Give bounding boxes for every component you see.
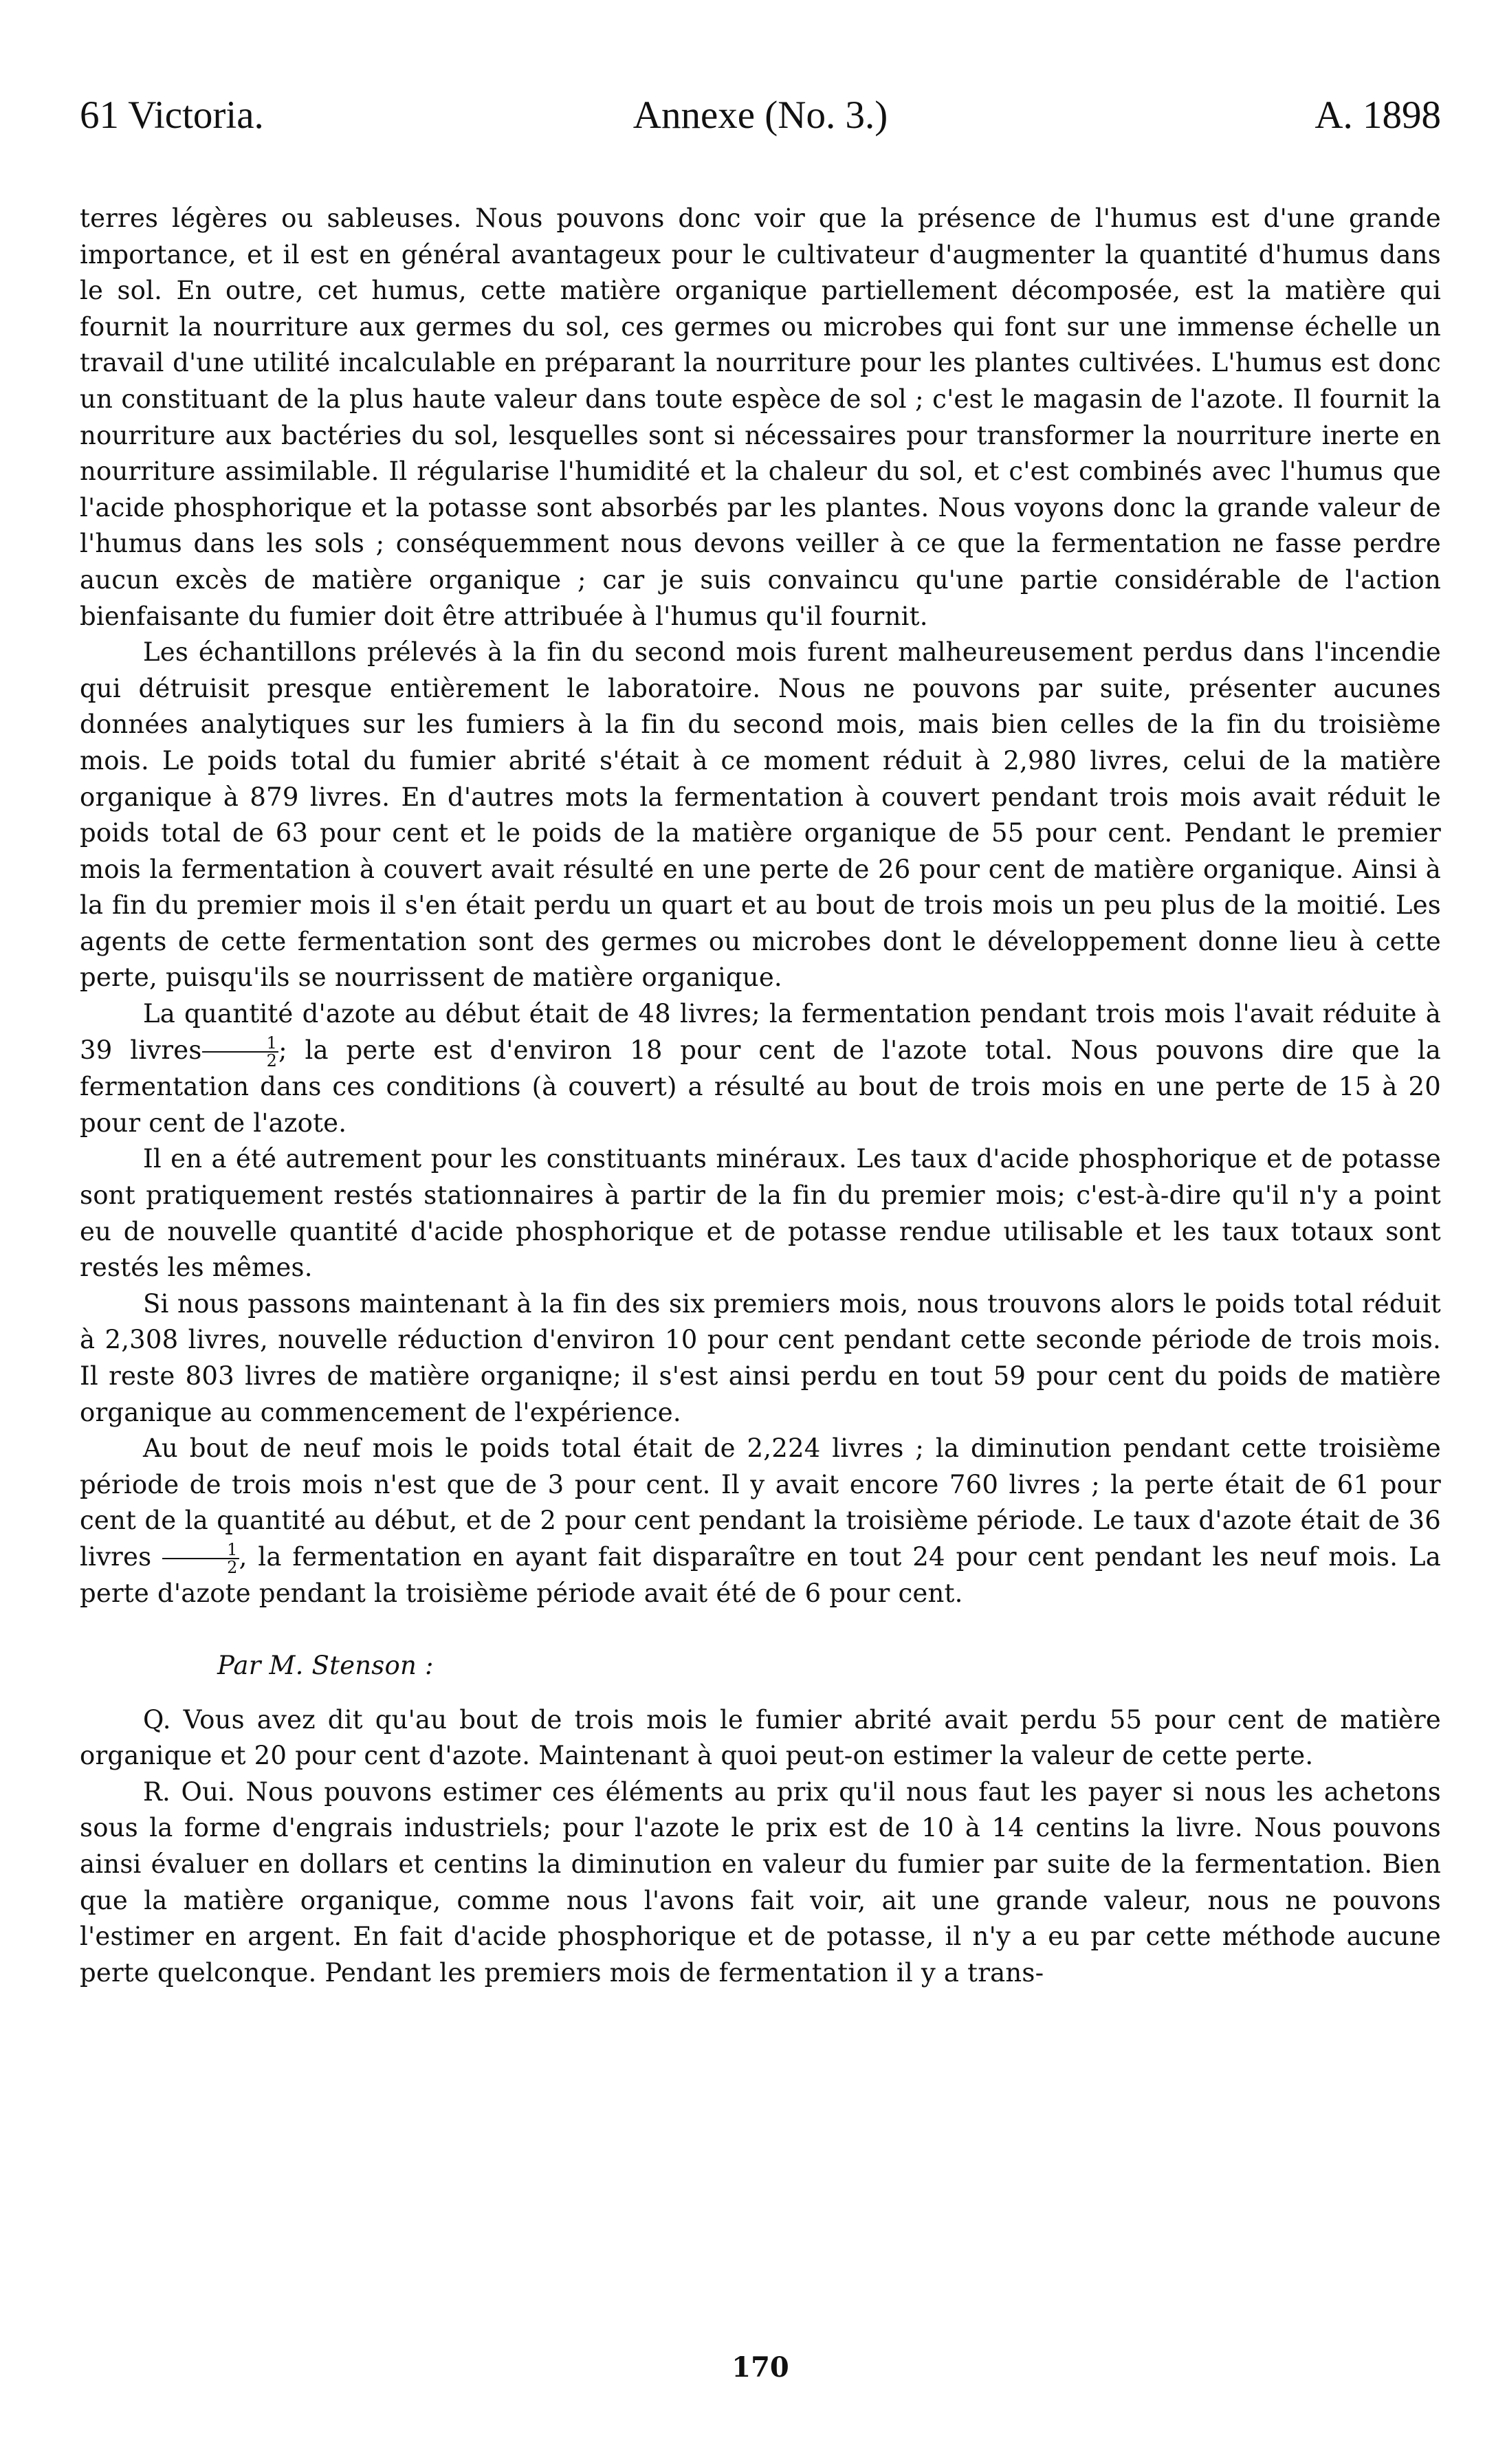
fraction-half bbox=[202, 1035, 278, 1069]
fraction-denominator-2: 2 bbox=[227, 1558, 238, 1578]
header-year: A. 1898 bbox=[1314, 94, 1441, 137]
nine-months-text-end: , la fermentation en ayant fait disparaître en tout 24 pour cent pendant les neuf mois. La perte d'azote pendant la troisième période avait été de 6 pour cent. bbox=[80, 1541, 1441, 1609]
document-page bbox=[80, 0, 1441, 2464]
question-paragraph: Q. Vous avez dit qu'au bout de trois mois le fumier abrité avait perdu 55 pour cent de matière organique et 20 pour cent d'azote. Maintenant à quoi peut-on estimer la valeur de cette perte. bbox=[80, 1704, 1441, 1771]
nitrogen-text-start: La quantité d'azote au début était de 48 livres; la fermentation pendant trois mois l'avait réduite à 39 livres bbox=[80, 999, 1441, 1065]
nitrogen-text-end: ; la perte est d'environ 18 pour cent de l'azote total. bbox=[278, 1035, 1053, 1065]
fraction-numerator: 1 bbox=[202, 1035, 278, 1053]
header-volume: 61 Victoria. bbox=[80, 94, 264, 137]
paragraph-nitrogen bbox=[80, 996, 1441, 1141]
running-header bbox=[80, 88, 1441, 143]
nitrogen-text-conclusion: Nous pouvons dire que la fermentation dans ces conditions (à couvert) a résulté au bout de trois mois en une perte de 15 à 20 pour cent de l'azote. bbox=[80, 1035, 1441, 1138]
speaker-heading: Par M. Stenson : bbox=[217, 1650, 434, 1680]
fraction-numerator-2: 1 bbox=[162, 1541, 239, 1559]
body-text bbox=[80, 201, 1441, 1991]
paragraph-six-months: Si nous passons maintenant à la fin des six premiers mois, nous trouvons alors le poids total réduit à 2,308 livres, nouvelle réduction d'environ 10 pour cent pendant cette seconde période de trois mois. Il reste 803 livres de matière organiqne; il s'est ainsi perdu en tout 59 pour cent du poids de matière organique au commencement de l'expérience. bbox=[80, 1288, 1441, 1427]
fraction-denominator: 2 bbox=[266, 1051, 278, 1071]
header-annex: Annexe (No. 3.) bbox=[632, 94, 888, 137]
paragraph-samples: Les échantillons prélevés à la fin du second mois furent malheureusement perdus dans l'incendie qui détruisit presque entièrement le laboratoire. Nous ne pouvons par suite, présenter aucunes données analytiques sur les fumiers à la fin du second mois, mais bien celles de la fin du troisième mois. Le poids total du fumier abrité s'était à ce moment réduit à 2,980 livres, celui de la matière organique à 879 livres. En d'autres mots la fermentation à couvert pendant trois mois avait réduit le poids total de 63 pour cent et le poids de la matière organique de 55 pour cent. Pendant le premier mois la fermentation à couvert avait résulté en une perte de 26 pour cent de matière organique. Ainsi à la fin du premier mois il s'en était perdu un quart et au bout de trois mois un peu plus de la moitié. Les agents de cette fermentation sont des germes ou microbes dont le développement donne lieu à cette perte, puisqu'ils se nourrissent de matière organique. bbox=[80, 637, 1441, 993]
paragraph-humus: terres légères ou sableuses. Nous pouvons donc voir que la présence de l'humus est d'une grande importance, et il est en général avantageux pour le cultivateur d'augmenter la quantité d'humus dans le sol. En outre, cet humus, cette matière organique partiellement décomposée, est la matière qui fournit la nourriture aux germes du sol, ces germes ou microbes qui font sur une immense échelle un travail d'une utilité incalculable en préparant la nourriture pour les plantes cultivées. L'humus est donc un constituant de la plus haute valeur dans toute espèce de sol ; c'est le magasin de l'azote. Il fournit la nourriture aux bactéries du sol, lesquelles sont si nécessaires pour transformer la nourriture inerte en nourriture assimilable. Il régularise l'humidité et la chaleur du sol, et c'est combinés avec l'humus que l'acide phosphorique et la potasse sont absorbés par les plantes. Nous voyons donc la grande valeur de l'humus dans les sols ; conséquemment nous devons veiller à ce que la fermentation ne fasse perdre aucun excès de matière organique ; car je suis convaincu qu'une partie considérable de l'action bienfaisante du fumier doit être attribuée à l'humus qu'il fournit. bbox=[80, 204, 1441, 631]
page-number: 170 bbox=[732, 2351, 789, 2384]
paragraph-minerals: Il en a été autrement pour les constituants minéraux. Les taux d'acide phosphorique et de potasse sont pratiquement restés stationnaires à partir de la fin du premier mois; c'est-à-dire qu'il n'y a point eu de nouvelle quantité d'acide phosphorique et de potasse rendue utilisable et les taux totaux sont restés les mêmes. bbox=[80, 1144, 1441, 1283]
fraction-half-2 bbox=[162, 1541, 239, 1576]
answer-paragraph: R. Oui. Nous pouvons estimer ces éléments au prix qu'il nous faut les payer si nous les achetons sous la forme d'engrais industriels; pour l'azote le prix est de 10 à 14 centins la livre. Nous pouvons ainsi évaluer en dollars et centins la diminution en valeur du fumier par suite de la fermentation. Bien que la matière organique, comme nous l'avons fait voir, ait une grande valeur, nous ne pouvons l'estimer en argent. En fait d'acide phosphorique et de potasse, il n'y a eu par cette méthode aucune perte quelconque. Pendant les premiers mois de fermentation il y a trans- bbox=[80, 1776, 1441, 1988]
nine-months-text-start: Au bout de neuf mois le poids total était de 2,224 livres ; la diminution pendant cette troisième période de trois mois n'est que de 3 pour cent. Il y avait encore 760 livres ; la perte était de 61 pour cent de la quantité au début, et de 2 pour cent pendant la troisième période. Le taux d'azote était de 36 livres bbox=[80, 1433, 1441, 1572]
paragraph-nine-months bbox=[80, 1431, 1441, 1612]
